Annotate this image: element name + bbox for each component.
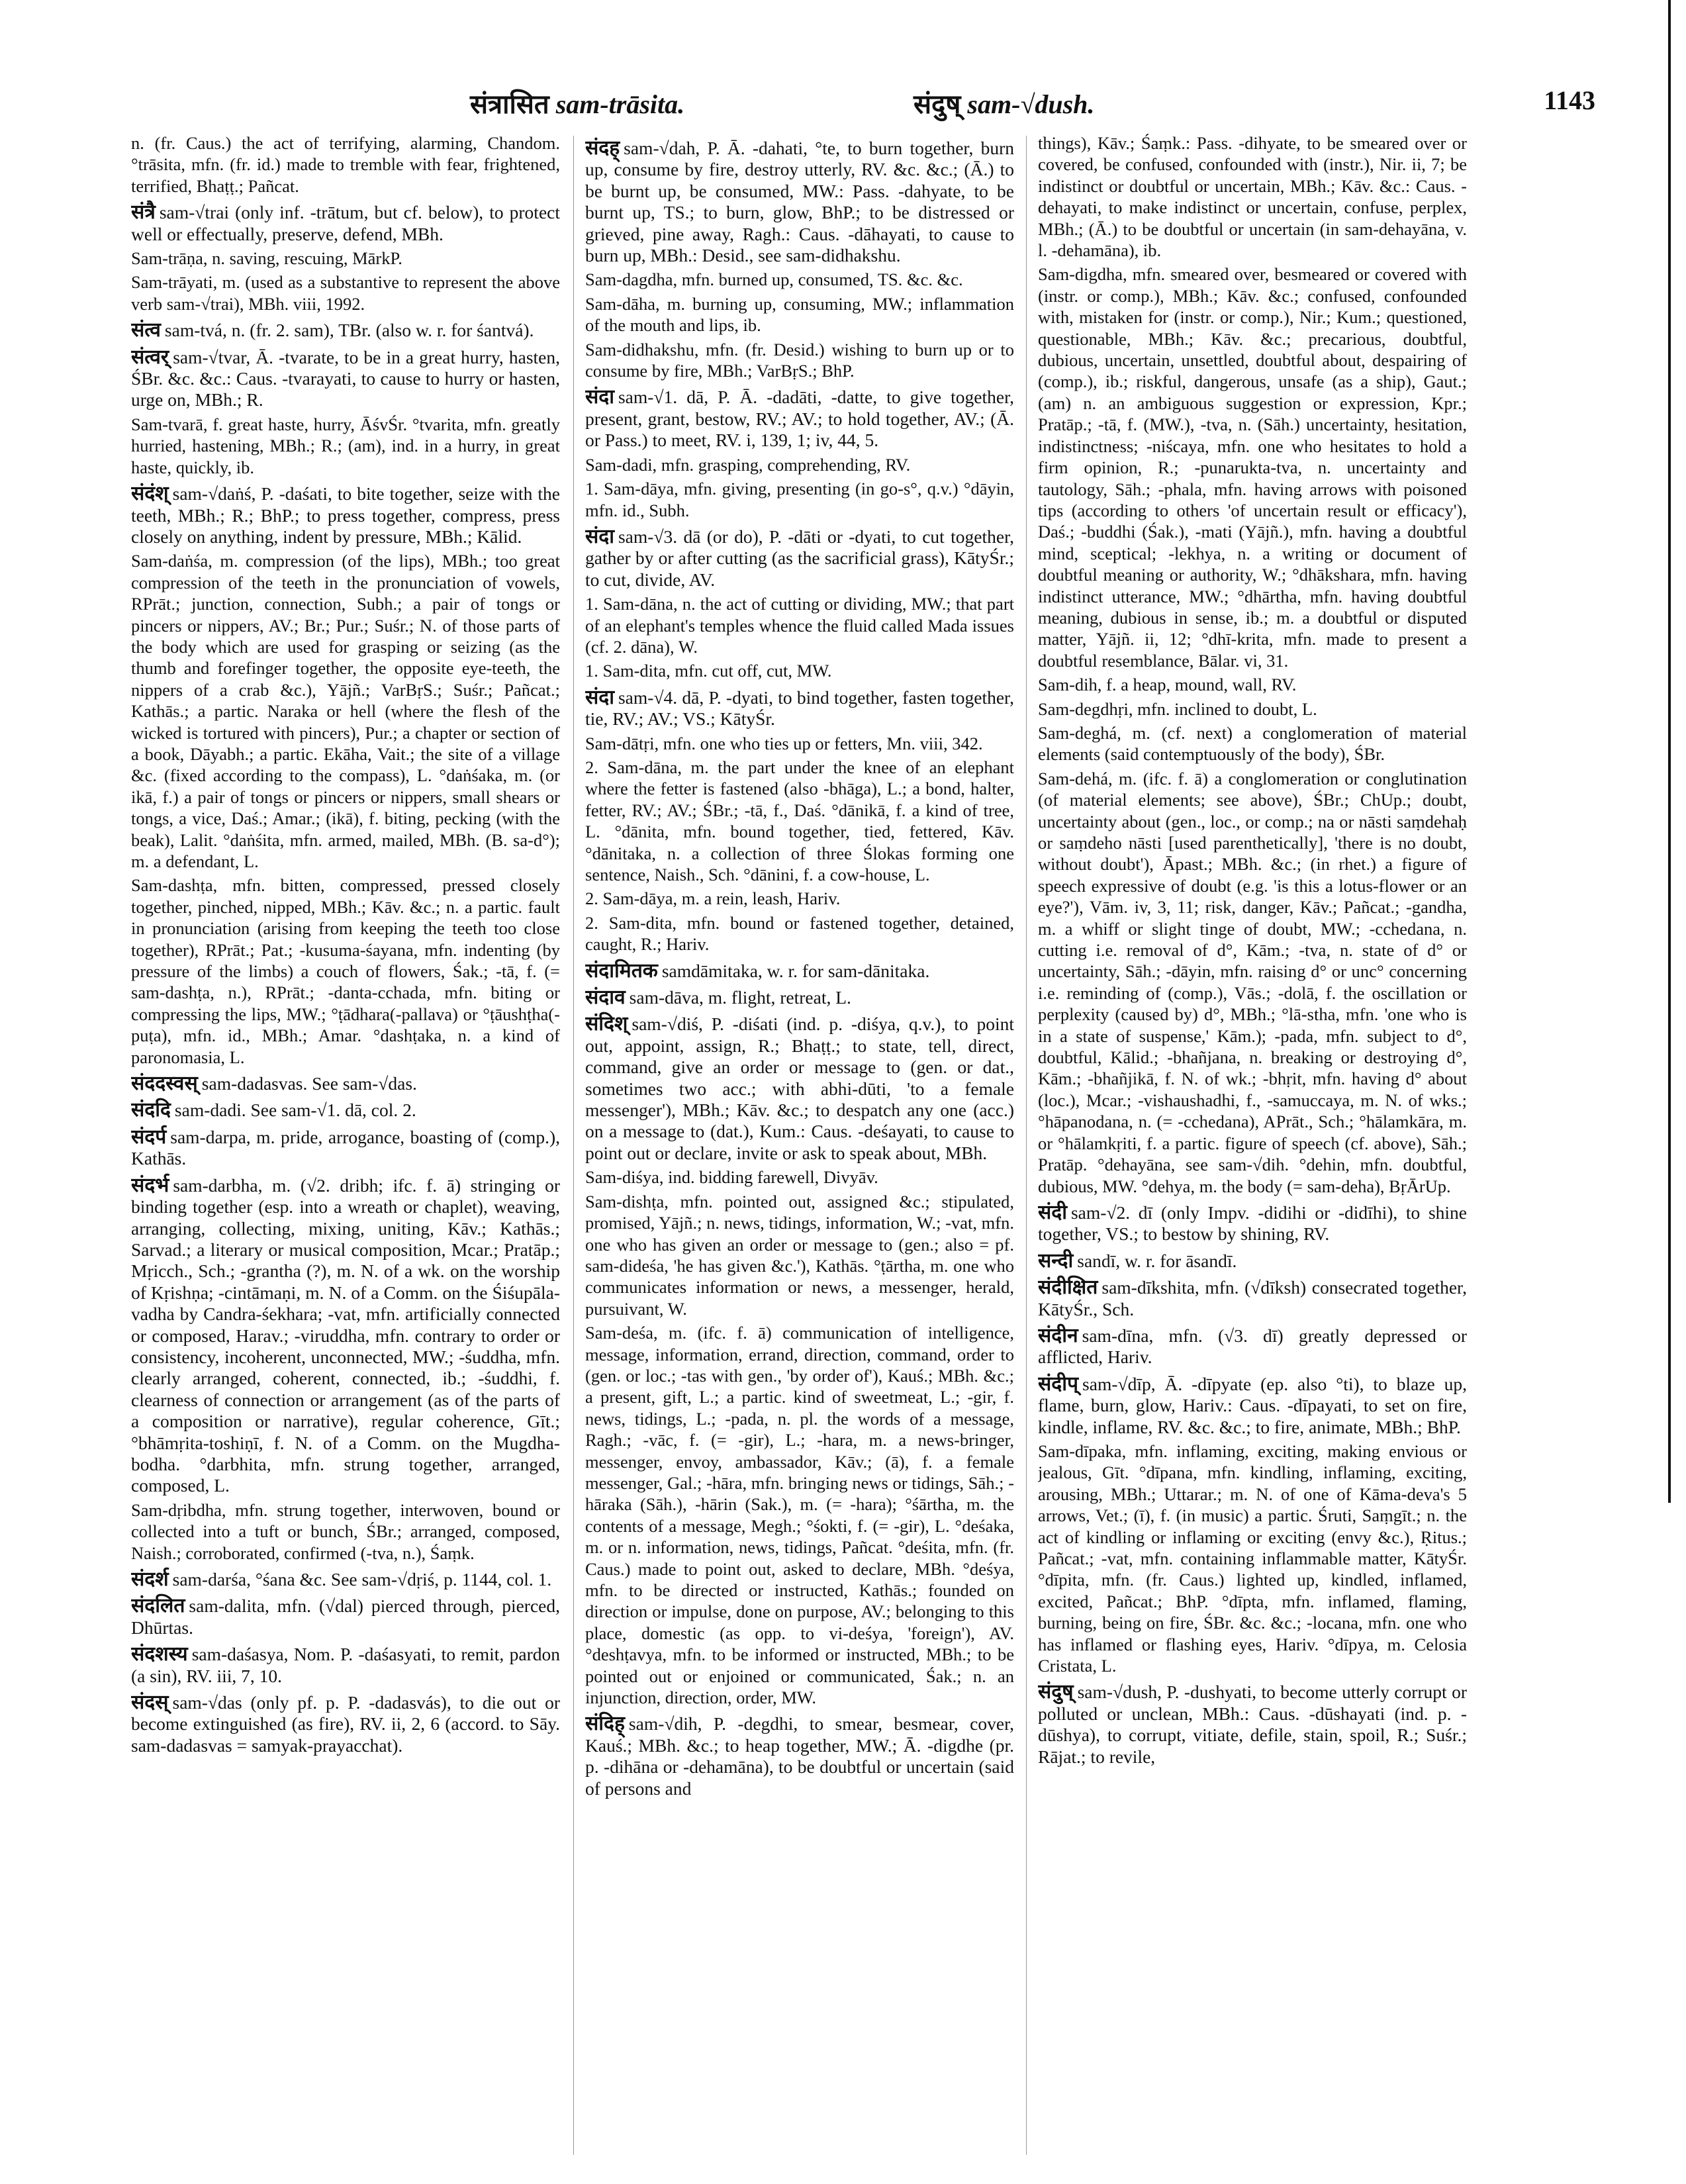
dictionary-subentry: [585, 593, 1014, 657]
dictionary-entry: [131, 347, 560, 411]
dictionary-entry: [131, 1073, 560, 1094]
entry-text: Sam-dadi, mfn. grasping, comprehending, RV.: [585, 454, 911, 475]
dictionary-entry: [585, 1713, 1014, 1799]
dictionary-entry: [131, 1127, 560, 1170]
dictionary-subentry: [585, 912, 1014, 955]
dictionary-subentry: [585, 269, 1014, 290]
entry-headword-devanagari: संदंश्: [131, 482, 169, 506]
entry-text: sam-dāva, m. flight, retreat, L.: [629, 987, 851, 1008]
dictionary-entry: [1038, 1277, 1467, 1320]
entry-headword-devanagari: संत्रै: [131, 201, 156, 224]
entry-headword-devanagari: संदा: [585, 685, 614, 709]
entry-text: sam-dīna, mfn. (√3. dī) greatly depressed or afflicted, Hariv.: [1038, 1325, 1467, 1368]
dictionary-subentry: [585, 339, 1014, 382]
entry-text: sam-√dīp, Ā. -dīpyate (ep. also °ti), to blaze up, flame, burn, glow, Hariv.: Caus. -dīpayati, to set on fire, kindle, inflame, RV. &c. &c.; to fire, animate, MBh.; BhP.: [1038, 1373, 1467, 1437]
entry-headword-devanagari: सन्दी: [1038, 1249, 1074, 1272]
dictionary-subentry: [585, 1166, 1014, 1188]
entry-headword-devanagari: संदी: [1038, 1200, 1067, 1224]
entry-headword-devanagari: संदीक्षित: [1038, 1276, 1098, 1300]
dictionary-entry: [585, 138, 1014, 266]
entry-headword-devanagari: संदिश्: [585, 1012, 628, 1036]
entry-text: 1. Sam-dāya, mfn. giving, presenting (in go-s°, q.v.) °dāyin, mfn. id., Subh.: [585, 479, 1014, 520]
entry-text: Sam-dātṛi, mfn. one who ties up or fetters, Mn. viii, 342.: [585, 733, 983, 753]
entry-text: Sam-dashṭa, mfn. bitten, compressed, pressed closely together, pinched, nipped, MBh.; Kāv. &c.; n. a partic. fault in pronunciation (arising from keeping the teeth too close together), RPrāt.; Pat.; -kusuma-śayana, mfn. indenting (by pressure of the limbs) a couch of flowers, Śak.; -tā, f. (= sam-dashṭa, n.), RPrāt.; -danta-cchada, mfn. biting or compressing the lips, MW.; °ṭādhara(-pallava) or °ṭāushṭha(-puṭa), mfn. id., MBh.; Amar. °dashṭaka, n. a kind of paronomasia, L.: [131, 875, 560, 1067]
dictionary-entry: [1038, 1325, 1467, 1368]
entry-text: 2. Sam-dita, mfn. bound or fastened together, detained, caught, R.; Hariv.: [585, 912, 1014, 955]
entry-headword-devanagari: संदा: [585, 385, 614, 409]
entry-text: sam-√daṅś, P. -daśati, to bite together, seize with the teeth, MBh.; R.; BhP.; to press together, compress, press closely on anything, indent by pressure, MBh.; Kālid.: [131, 483, 560, 547]
entry-text: sam-dīkshita, mfn. (√dīksh) consecrated together, KātyŚr., Sch.: [1038, 1277, 1467, 1319]
entry-headword-devanagari: संदामितक: [585, 959, 658, 982]
column-divider: [573, 136, 574, 2155]
dictionary-entry: [1038, 1202, 1467, 1245]
left-head-roman: sam-trāsita.: [555, 89, 685, 119]
entry-text: sam-√tvar, Ā. -tvarate, to be in a great hurry, hasten, ŚBr. &c. &c.: Caus. -tvarayati, to cause to hurry or hasten, urge on, MBh.; R.: [131, 346, 560, 410]
entry-text: sam-darbha, m. (√2. dribh; ifc. f. ā) stringing or binding together (esp. into a wreath or chaplet), weaving, arranging, collecting, mixing, uniting, Kāv.; Kathās.; Sarvad.; a literary or musical composition, Mcar.; Pratāp.; Mṛicch., Sch.; -grantha (?), m. N. of a wk. on the worship of Kṛishṇa; -cintāmaṇi, m. N. of a Comm. on the Śiśupāla-vadha by Candra-śekhara; -vat, mfn. artificially connected or composed, Harav.; -viruddha, mfn. contrary to order or consistency, incoherent, unconnected, MW.; -śuddha, mfn. clearly arranged, coherent, connected, ib.; -śuddhi, f. clearness of connection or arrangement (as of the parts of a composition or narrative), regular coherence, Gīt.; °bhāmṛita-toshiṇī, f. N. of a Comm. on the Mugdha-bodha. °darbhita, mfn. strung together, arranged, composed, L.: [131, 1174, 560, 1496]
dictionary-entry: [131, 1175, 560, 1497]
dictionary-subentry: [585, 660, 1014, 681]
dictionary-subentry: [1038, 263, 1467, 671]
entry-headword-devanagari: संदुष्: [1038, 1680, 1074, 1704]
dictionary-subentry: [131, 248, 560, 269]
entry-headword-devanagari: संददि: [131, 1098, 171, 1122]
dictionary-subentry: [1038, 674, 1467, 695]
page-header: [132, 85, 1595, 131]
entry-text: sandī, w. r. for āsandī.: [1077, 1250, 1237, 1271]
entry-text: sam-daśasya, Nom. P. -daśasyati, to remit, pardon (a sin), RV. iii, 7, 10.: [131, 1644, 560, 1686]
dictionary-entry: [131, 320, 560, 341]
dictionary-subentry: [585, 454, 1014, 475]
entry-text: sam-darpa, m. pride, arrogance, boasting of (comp.), Kathās.: [131, 1126, 560, 1169]
dictionary-entry: [131, 1595, 560, 1638]
dictionary-subentry: [131, 1499, 560, 1564]
entry-text: sam-√4. dā, P. -dyati, to bind together, fasten together, tie, RV.; AV.; VS.; KātyŚr.: [585, 687, 1014, 730]
dictionary-subentry: [1038, 698, 1467, 720]
dictionary-subentry: [131, 132, 560, 197]
dictionary-subentry: [1038, 1441, 1467, 1676]
entry-text: Sam-dagdha, mfn. burned up, consumed, TS. &c. &c.: [585, 269, 963, 290]
dictionary-entry: [131, 1692, 560, 1756]
dictionary-entry: [1038, 1251, 1467, 1272]
entry-headword-devanagari: संदीन: [1038, 1323, 1078, 1347]
entry-text: Sam-dāha, m. burning up, consuming, MW.; inflammation of the mouth and lips, ib.: [585, 293, 1014, 336]
entry-text: sam-darśa, °śana &c. See sam-√dṛiś, p. 1144, col. 1.: [172, 1569, 552, 1590]
dictionary-column-1: [131, 132, 560, 2158]
entry-text: 1. Sam-dita, mfn. cut off, cut, MW.: [585, 661, 832, 681]
entry-text: sam-√2. dī (only Impv. -didihi or -didīhi), to shine together, VS.; to bestow by shining, RV.: [1038, 1202, 1467, 1245]
dictionary-entry: [585, 687, 1014, 730]
entry-text: sam-tvá, n. (fr. 2. sam), TBr. (also w. r. for śantvá).: [164, 320, 534, 341]
center-head-roman: sam-√dush.: [967, 89, 1095, 119]
entry-text: Sam-dih, f. a heap, mound, wall, RV.: [1038, 675, 1297, 695]
dictionary-entry: [585, 387, 1014, 451]
entry-headword-devanagari: संददस्वस्: [131, 1072, 198, 1096]
entry-text: sam-√diś, P. -diśati (ind. p. -diśya, q.v.), to point out, appoint, assign, R.; Bhaṭṭ.; to state, tell, direct, command, give an order or message to (gen. or dat., sometimes two acc.; with abhi-dūti, 'to a female messenger'), MBh.; Kāv. &c.; to despatch any one (acc.) on a message to (dat.), Kum.: Caus. -deśayati, to cause to point out or declare, invite or ask to speak about, MBh.: [585, 1014, 1014, 1163]
entry-headword-devanagari: संत्वर्: [131, 345, 169, 369]
dictionary-subentry: [585, 478, 1014, 521]
dictionary-subentry: [1038, 132, 1467, 261]
left-head-devanagari: संत्रासित: [470, 89, 549, 119]
entry-text: sam-dalita, mfn. (√dal) pierced through, pierced, Dhūrtas.: [131, 1595, 560, 1638]
entry-text: Sam-trāṇa, n. saving, rescuing, MārkP.: [131, 248, 402, 269]
entry-text: Sam-didhakshu, mfn. (fr. Desid.) wishing to burn up or to consume by fire, MBh.; VarBṛS.; BhP.: [585, 339, 1014, 381]
dictionary-subentry: [585, 293, 1014, 336]
entry-headword-devanagari: संदिह्: [585, 1712, 625, 1736]
dictionary-subentry: [585, 733, 1014, 754]
column-divider: [1026, 136, 1027, 2155]
entry-text: 2. Sam-dāya, m. a rein, leash, Hariv.: [585, 888, 841, 909]
dictionary-subentry: [1038, 722, 1467, 765]
entry-headword-devanagari: संदीप्: [1038, 1372, 1079, 1396]
entry-headword-devanagari: संदर्प: [131, 1125, 167, 1149]
dictionary-column-3: [1038, 132, 1467, 2158]
entry-headword-devanagari: संदह्: [585, 136, 620, 160]
dictionary-entry: [585, 961, 1014, 982]
entry-text: 2. Sam-dāna, m. the part under the knee of an elephant where the fetter is fastened (also -bhāga), L.; a bond, halter, fetter, RV.; AV.; ŚBr.; -tā, f., Daś. °dānikā, f. a kind of tree, L. °dānita, mfn. bound together, tied, fettered, Kāv. °dānitaka, n. a collection of three Ślokas forming one sentence, Naish., Sch. °dānini, f. a cow-house, L.: [585, 757, 1014, 884]
dictionary-entry: [131, 1100, 560, 1121]
center-running-head: [913, 85, 1094, 121]
dictionary-entry: [131, 483, 560, 547]
dictionary-entry: [1038, 1374, 1467, 1438]
dictionary-entry: [131, 1644, 560, 1687]
entry-headword-devanagari: संत्व: [131, 318, 161, 342]
entry-text: Sam-daṅśa, m. compression (of the lips), MBh.; too great compression of the teeth in the pronunciation of vowels, RPrāt.; junction, connection, Subh.; a pair of tongs or pincers or nippers, AV.; Br.; Pur.; Suśr.; N. of those parts of the body which are used for grasping or seizing (as the thumb and forefinger together, the opposite eye-teeth, the nippers of a crab &c.), Yājñ.; VarBṛS.; Suśr.; Pañcat.; Kathās.; a partic. Naraka or hell (where the flesh of the wicked is tortured with pincers), Pur.; a chapter or section of a book, Dāyabh.; a partic. Ekāha, Vait.; the site of a village &c. (fixed according to the compass), L. °daṅśaka, m. (or ikā, f.) a pair of tongs or pincers or nippers, small shears or tongs, a vice, Daś.; Amar.; (ikā), f. biting, pecking (with the beak), Lalit. °daṅśita, mfn. armed, mailed, MBh. (B. sa-d°); m. a defendant, L.: [131, 551, 560, 871]
entry-headword-devanagari: संदाव: [585, 986, 626, 1010]
dictionary-column-2: [585, 132, 1014, 2158]
dictionary-subentry: [131, 550, 560, 872]
entry-text: Sam-deśa, m. (ifc. f. ā) communication of intelligence, message, information, errand, direction, command, order to (gen. or loc.; -tas with gen., 'by order of'), Kauś.; MBh. &c.; a present, gift, L.; a partic. kind of sweetmeat, L.; -gir, f. news, tidings, L.; -pada, n. pl. the words of a message, Ragh.; -vāc, f. (= -gir), L.; -hara, m. a news-bringer, messenger, envoy, ambassador, Kāv.; (ā), f. a female messenger, Gal.; -hāra, mfn. bringing news or tidings, Sāh.; -hāraka (Sāh.), -hārin (Sak.), m. (= -hara); °śārtha, m. the contents of a message, Megh.; °śokti, f. (= -gir), L. °deśaka, m. or n. information, news, tidings, Pañcat. °deśita, mfn. (fr. Caus.) made to point out, asked to declare, MBh. °deśya, mfn. to be directed or instructed, Kathās.; founded on direction or impulse, done on purpose, AV.; belonging to this place, domestic (as opp. to vi-deśya, 'foreign'), AV. °deshṭavya, mfn. to be informed or instructed, MBh.; to be pointed out or enjoined or communicated, Śak.; n. an injunction, direction, order, MW.: [585, 1323, 1014, 1708]
dictionary-subentry: [131, 414, 560, 478]
entry-headword-devanagari: संदर्श: [131, 1568, 169, 1591]
entry-text: Sam-dishṭa, mfn. pointed out, assigned &c.; stipulated, promised, Yājñ.; n. news, tidings, information, W.; -vat, mfn. one who has given an order or message to (gen.; also = pf. sam-dideśa, 'he has given &c.'), Kathās. °ṭārtha, m. one who communicates information or news, a messenger, herald, pursuivant, W.: [585, 1191, 1014, 1319]
entry-text: n. (fr. Caus.) the act of terrifying, alarming, Chandom. °trāsita, mfn. (fr. id.) made to tremble with fear, frightened, terrified, Bhaṭṭ.; Pañcat.: [131, 133, 560, 196]
dictionary-subentry: [585, 1322, 1014, 1708]
entry-text: sam-√dah, P. Ā. -dahati, °te, to burn together, burn up, consume by fire, destroy utterly, RV. &c. &c.; (Ā.) to be burnt up, be consumed, MW.: Pass. -dahyate, to be burnt up, TS.; to burn, glow, BhP.; to be distressed or grieved, pine away, Ragh.: Caus. -dāhayati, to cause to burn up, MBh.: Desid., see sam-didhakshu.: [585, 138, 1014, 266]
dictionary-entry: [585, 1014, 1014, 1164]
entry-text: sam-√3. dā (or do), P. -dāti or -dyati, to cut together, gather by or after cutting (as the sacrificial grass), KātyŚr.; to cut, divide, AV.: [585, 526, 1014, 590]
dictionary-subentry: [131, 875, 560, 1068]
entry-headword-devanagari: संदर्भ: [131, 1173, 169, 1197]
center-head-devanagari: संदुष्: [913, 89, 961, 119]
dictionary-entry: [131, 1569, 560, 1590]
entry-text: Sam-dīpaka, mfn. inflaming, exciting, making envious or jealous, Gīt. °dīpana, mfn. kindling, inflaming, exciting, arousing, MBh.; Uttarar.; m. N. of one of Kāma-deva's 5 arrows, Vet.; (ī), f. (in music) a partic. Śruti, Saṃgīt.; n. the act of kindling or inflaming or exciting (envy &c.), Ṛitus.; Pañcat.; -vat, mfn. containing inflammable matter, KātyŚr. °dīpita, mfn. (fr. Caus.) lighted up, kindled, inflamed, excited, Pañcat.; BhP. °dīpta, mfn. inflamed, flaming, burning, being on fire, ŚBr. &c. &c.; -locana, mfn. one who has inflamed or flashing eyes, Hariv. °dīpya, m. Celosia Cristata, L.: [1038, 1441, 1467, 1676]
entry-text: sam-dadi. See sam-√1. dā, col. 2.: [174, 1100, 416, 1121]
entry-text: Sam-trāyati, m. (used as a substantive to represent the above verb sam-√trai), MBh. viii, 1992.: [131, 272, 560, 314]
entry-text: sam-√dush, P. -dushyati, to become utterly corrupt or polluted or unclean, MBh.: Caus. -dūshayati (ind. p. -dūshya), to corrupt, vitiate, defile, stain, spoil, R.; Suśr.; Rājat.; to revile,: [1038, 1682, 1467, 1767]
entry-text: Sam-tvarā, f. great haste, hurry, ĀśvŚr. °tvarita, mfn. greatly hurried, hastening, MBh.; R.; (am), ind. in a hurry, in great haste, quickly, ib.: [131, 414, 560, 477]
dictionary-subentry: [585, 1191, 1014, 1319]
entry-headword-devanagari: संदलित: [131, 1594, 185, 1618]
entry-text: sam-dadasvas. See sam-√das.: [201, 1073, 417, 1094]
entry-headword-devanagari: संदस्: [131, 1691, 169, 1715]
dictionary-subentry: [1038, 768, 1467, 1197]
dictionary-subentry: [131, 271, 560, 314]
entry-text: samdāmitaka, w. r. for sam-dānitaka.: [661, 960, 930, 981]
entry-text: Sam-diśya, ind. bidding farewell, Divyāv.: [585, 1167, 878, 1188]
entry-text: things), Kāv.; Śaṃk.: Pass. -dihyate, to be smeared over or covered, be confused, confounded with (instr.), Nir. ii, 7; be indistinct or doubtful or uncertain, MBh.; Kāv. &c.: Caus. -dehayati, to make indistinct or uncertain, confuse, perplex, MBh.; (Ā.) to be doubtful or uncertain (in sam-dehayāna, v. l. -dehamāna), ib.: [1038, 133, 1467, 261]
dictionary-subentry: [585, 888, 1014, 909]
dictionary-entry: [585, 526, 1014, 591]
entry-headword-devanagari: संदा: [585, 524, 614, 548]
dictionary-entry: [585, 987, 1014, 1008]
entry-text: sam-√das (only pf. p. P. -dadasvás), to die out or become extinguished (as fire), RV. ii, 2, 6 (accord. to Sāy. sam-dadasvas = samyak-prayacchat).: [131, 1692, 560, 1756]
entry-headword-devanagari: संदशस्य: [131, 1642, 188, 1666]
dictionary-entry: [1038, 1682, 1467, 1768]
page-edge-rule: [1668, 0, 1671, 1503]
entry-text: sam-√1. dā, P. Ā. -dadāti, -datte, to give together, present, grant, bestow, RV.; AV.; to hold together, AV.; (Ā. or Pass.) to meet, RV. i, 139, 1; iv, 44, 5.: [585, 387, 1014, 451]
dictionary-subentry: [585, 757, 1014, 885]
entry-text: sam-√dih, P. -degdhi, to smear, besmear, cover, Kauś.; MBh. &c.; to heap together, MW.; Ā. -digdhe (pr. p. -dihāna or -dehamāna), to be doubtful or uncertain (said of persons and: [585, 1713, 1014, 1799]
dictionary-entry: [131, 202, 560, 245]
page-number: 1143: [1544, 85, 1595, 115]
entry-text: Sam-dṛibdha, mfn. strung together, interwoven, bound or collected into a tuft or bunch, ŚBr.; arranged, composed, Naish.; corroborated, confirmed (-tva, n.), Śaṃk.: [131, 1499, 560, 1563]
entry-text: Sam-deghá, m. (cf. next) a conglomeration of material elements (said contemptuously of the body), ŚBr.: [1038, 722, 1467, 765]
entry-text: sam-√trai (only inf. -trātum, but cf. below), to protect well or effectually, preserve, defend, MBh.: [131, 202, 560, 244]
entry-text: Sam-dehá, m. (ifc. f. ā) a conglomeration or conglutination (of material elements; see above), ŚBr.; ChUp.; doubt, uncertainty about (gen., loc., or comp.; na or nāsti saṃdehaḥ or saṃdeho nāsti [used parenthetically], 'there is no doubt, without doubt'), Āpast.; MBh. &c.; (in rhet.) a figure of speech expressive of doubt (e.g. 'is this a lotus-flower or an eye?'), Vām. iv, 3, 11; risk, danger, Kāv.; Pañcat.; -gandha, m. a whiff or slight tinge of doubt, MW.; -cchedana, n. cutting i.e. removal of d°, Kām.; -tva, n. state of d° or uncertainty, Sāh.; -dāyin, mfn. raising d° or unc° concerning i.e. reminding of (comp.), Vās.; -dolā, f. the oscillation or perplexity (caused by) d°, MBh.; °lā-stha, mfn. 'one who is in a state of suspense,' Kām.); -pada, mfn. subject to d°, doubtful, Kālid.; -bhañjana, n. breaking or destroying d°, Kām.; -bhañjikā, f. N. of wk.; -bhṛit, mfn. having d° about (loc.), Mcar.; -vishaushadhi, f., -samuccaya, m. N. of wks.; °hāpanodana, n. (= -cchedana), APrāt., Sch.; °hālamkāra, m. or °hālamkṛiti, f. a partic. figure of speech (cf. above), Sāh.; Pratāp. °dehayāna, see sam-√dih. °dehin, mfn. doubtful, dubious, MW. °dehya, m. the body (= sam-deha), BṛĀrUp.: [1038, 768, 1467, 1196]
entry-text: Sam-degdhṛi, mfn. inclined to doubt, L.: [1038, 698, 1317, 719]
left-running-head: [470, 85, 684, 121]
entry-text: Sam-digdha, mfn. smeared over, besmeared or covered with (instr. or comp.), MBh.; Kāv. &c.; confused, confounded with, mistaken for (instr. or comp.), Nir.; Kum.; questioned, questionable, MBh.; Kāv. &c.; precarious, doubtful, dubious, uncertain, unsettled, doubtful about, despairing of (comp.), ib.; riskful, dangerous, unsafe (as a ship), Gaut.; (am) n. an ambiguous suggestion or expression, Kpr.; Pratāp.; -tā, f. (MW.), -tva, n. (Sāh.) uncertainty, hesitation, indistinctness; -niścaya, mfn. one who hesitates to hold a firm opinion, R.; -punarukta-tva, n. uncertainty and tautology, Sāh.; -phala, mfn. having arrows with poisoned tips (according to others 'of uncertain result or efficacy'), Daś.; -buddhi (Śak.), -mati (Yājñ.), mfn. having a doubtful mind, sceptical; -lekhya, n. a writing or document of doubtful meaning or authority, W.; °dhākshara, mfn. having indistinct utterance, MW.; °dhārtha, mfn. having doubtful meaning, dubious in sense, ib.; m. a doubtful or disputed matter, Yājñ. ii, 12; °dhī-krita, mfn. made to present a doubtful resemblance, Bālar. vi, 31.: [1038, 264, 1467, 671]
entry-text: 1. Sam-dāna, n. the act of cutting or dividing, MW.; that part of an elephant's temples whence the fluid called Mada issues (cf. 2. dāna), W.: [585, 594, 1014, 657]
